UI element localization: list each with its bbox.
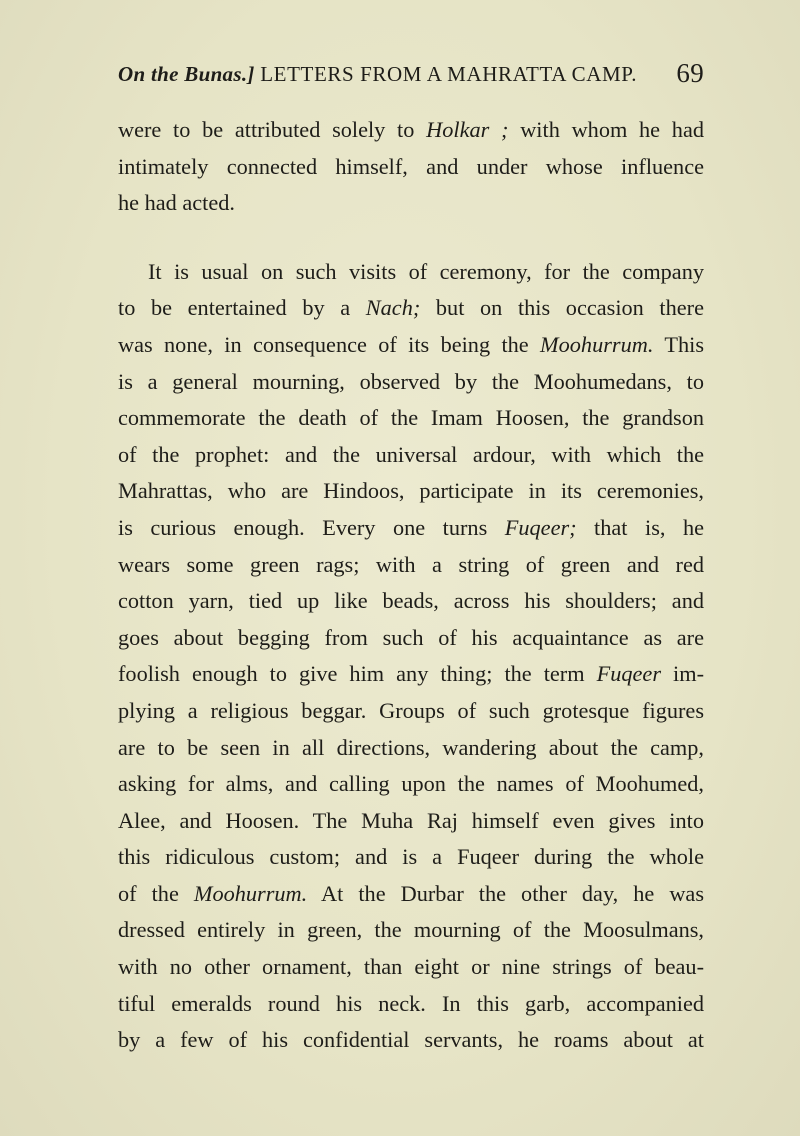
text-run: tiful emeralds round his neck. In this garb, accompanied	[118, 990, 704, 1016]
italic-text: Moohurrum.	[193, 880, 308, 906]
text-line	[118, 949, 704, 986]
text-line	[118, 510, 704, 547]
text-line	[118, 290, 704, 327]
text-run: asking for alms, and calling upon the names of Moohumed,	[118, 771, 704, 797]
text-run: to be entertained by a	[118, 295, 366, 321]
text-run: is curious enough. Every one turns	[118, 514, 505, 540]
text-line	[118, 620, 704, 657]
text-line	[118, 364, 704, 401]
text-run: by a few of his confidential servants, he roams about at	[118, 1027, 704, 1053]
text-run: that is, he	[576, 514, 704, 540]
text-run: goes about begging from such of his acquaintance as are	[118, 624, 704, 650]
text-line	[118, 437, 704, 474]
text-run: At the Durbar the other day, he was	[307, 880, 704, 906]
text-line	[118, 766, 704, 803]
text-run: he had acted.	[118, 190, 235, 216]
text-run: It is usual on such visits of ceremony, for the company	[148, 258, 704, 284]
text-run: of the	[118, 880, 194, 906]
text-line	[118, 803, 704, 840]
text-line	[118, 112, 704, 149]
text-line	[118, 254, 704, 291]
text-run: but on this occasion there	[420, 295, 704, 321]
text-line	[118, 583, 704, 620]
italic-text: Holkar ;	[426, 117, 509, 142]
text-line	[118, 400, 704, 437]
text-line	[118, 149, 704, 186]
paragraph	[118, 254, 704, 1059]
text-line	[118, 473, 704, 510]
paragraph	[118, 112, 704, 222]
text-run: plying a religious beggar. Groups of such grotesque figures	[118, 697, 704, 723]
text-run: dressed entirely in green, the mourning of the Moosulmans,	[118, 917, 704, 943]
text-run: Alee, and Hoosen. The Muha Raj himself even gives into	[118, 807, 704, 833]
body-text	[118, 112, 704, 1059]
text-line	[118, 327, 704, 364]
text-line	[118, 876, 704, 913]
text-run: cotton yarn, tied up like beads, across his shoulders; and	[118, 588, 704, 614]
text-line	[118, 547, 704, 584]
text-line	[118, 839, 704, 876]
italic-text: Fuqeer	[596, 661, 661, 687]
text-line	[118, 656, 704, 693]
italic-text: Fuqeer;	[504, 514, 577, 540]
text-run: im-	[661, 661, 704, 687]
text-line	[118, 912, 704, 949]
text-run: are to be seen in all directions, wandering about the camp,	[118, 734, 704, 760]
paragraph-gap	[118, 222, 704, 254]
text-run: Mahrattas, who are Hindoos, participate in its ceremonies,	[118, 478, 704, 504]
text-run: intimately connected himself, and under whose influence	[118, 153, 704, 179]
italic-text: Nach;	[365, 295, 421, 321]
text-run: with whom he had	[508, 117, 704, 142]
text-run: wears some green rags; with a string of green and red	[118, 551, 704, 577]
italic-text: Moohurrum.	[540, 331, 654, 357]
text-line	[118, 693, 704, 730]
text-run: this ridiculous custom; and is a Fuqeer during the whole	[118, 844, 704, 870]
text-run: were to be attributed solely to	[118, 117, 427, 142]
running-head-section: On the Bunas.]	[118, 62, 255, 86]
text-run: This	[653, 331, 704, 357]
text-run: of the prophet: and the universal ardour, with which the	[118, 441, 704, 467]
page-number: 69	[676, 58, 704, 88]
text-run: is a general mourning, observed by the Moohumedans, to	[118, 368, 704, 394]
text-run: foolish enough to give him any thing; the term	[118, 661, 597, 687]
text-line	[118, 730, 704, 767]
text-line	[118, 986, 704, 1023]
running-head-title: LETTERS FROM A MAHRATTA CAMP.	[260, 62, 638, 86]
text-line	[118, 185, 704, 222]
text-run: commemorate the death of the Imam Hoosen, the grandson	[118, 405, 704, 431]
text-run: with no other ornament, than eight or nine strings of beau-	[118, 954, 704, 980]
text-line	[118, 1022, 704, 1059]
running-head	[118, 58, 704, 102]
text-run: was none, in consequence of its being the	[118, 331, 541, 357]
